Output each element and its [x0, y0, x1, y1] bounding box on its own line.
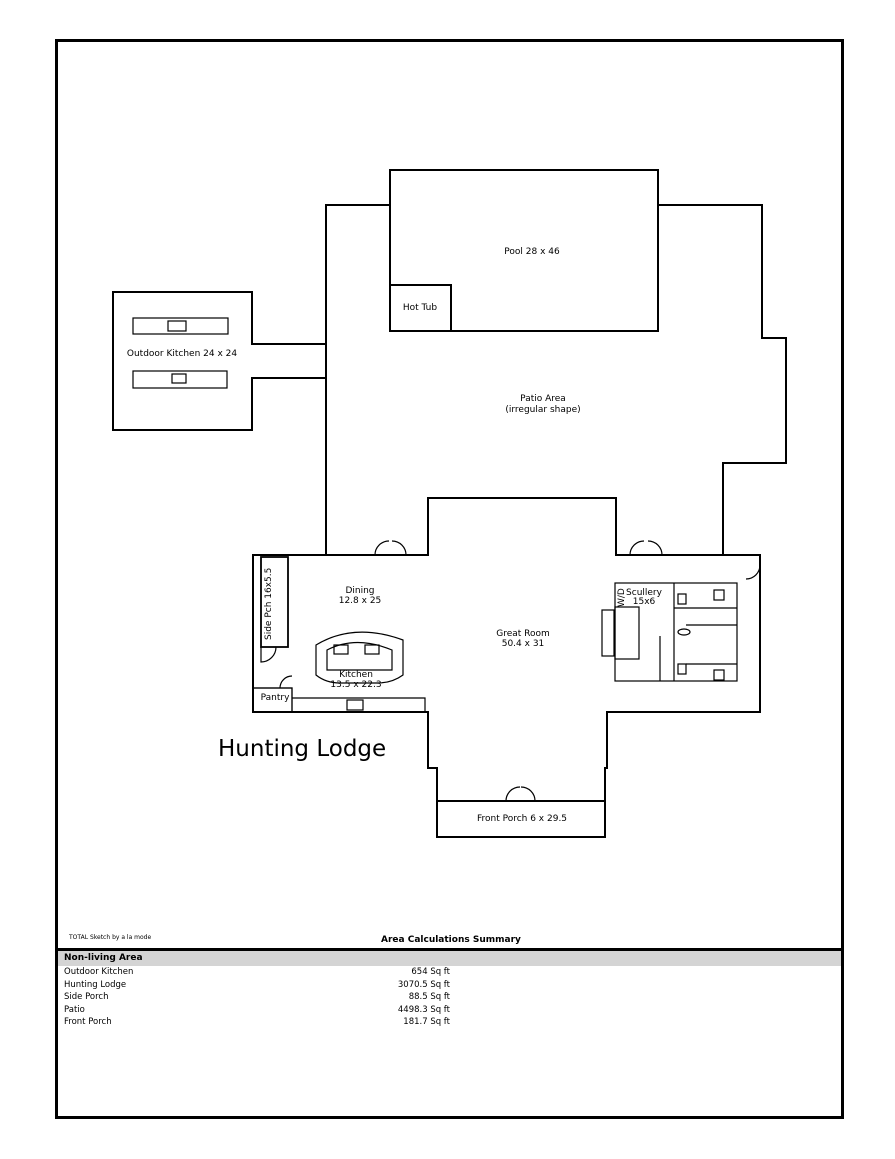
summary-row [58, 1004, 841, 1017]
summary-row [58, 991, 841, 1004]
summary-title: Area Calculations Summary [381, 935, 521, 945]
summary-area-name: Outdoor Kitchen [64, 967, 134, 977]
dining-french-door [375, 541, 406, 555]
great-room-label-line2: 50.4 x 31 [501, 639, 545, 649]
front-french-door [506, 787, 535, 801]
scullery-counter [615, 607, 639, 659]
outdoor-kitchen-outline [113, 292, 326, 430]
summary-area-name: Front Porch [64, 1017, 112, 1027]
summary-area-value: 4498.3 Sq ft [397, 1004, 450, 1015]
summary-section-header: Non-living Area [58, 951, 841, 966]
scullery-label-line1: Scullery [626, 588, 662, 598]
area-summary-table [58, 948, 841, 1029]
dining-label-line2: 12.8 x 25 [338, 596, 382, 606]
sketch-title: Hunting Lodge [218, 736, 387, 762]
patio-label-line1: Patio Area [520, 394, 566, 404]
ok-sink [168, 321, 186, 331]
pool-label: Pool 28 x 46 [504, 247, 560, 257]
great-room-label-line1: Great Room [496, 629, 550, 639]
side-entry-door [746, 565, 760, 579]
scullery-label-line2: 15x6 [632, 597, 656, 607]
great-room-french-door [630, 541, 662, 555]
summary-area-value: 88.5 Sq ft [408, 992, 450, 1002]
pantry-label: Pantry [260, 693, 290, 703]
wd-label: W/D [617, 588, 627, 607]
summary-row [58, 966, 841, 979]
outdoor-kitchen-label: Outdoor Kitchen 24 x 24 [126, 349, 238, 359]
island-sink-2 [365, 645, 379, 654]
software-credit: TOTAL Sketch by a la mode [69, 934, 152, 941]
summary-area-name: Hunting Lodge [64, 979, 127, 990]
summary-area-name: Patio [64, 1004, 85, 1015]
summary-area-value: 3070.5 Sq ft [397, 979, 450, 990]
kitchen-label-line2: 13.5 x 22.3 [330, 680, 382, 690]
summary-row [58, 979, 841, 992]
summary-area-value: 181.7 Sq ft [403, 1017, 450, 1027]
front-porch-label: Front Porch 6 x 29.5 [476, 814, 568, 824]
side-porch-door [261, 647, 276, 662]
patio-label-line2: (irregular shape) [505, 405, 581, 415]
scullery-sink [602, 610, 614, 656]
ok-grill [172, 374, 186, 383]
kitchen-label-line1: Kitchen [339, 670, 373, 680]
summary-row [58, 1016, 841, 1029]
summary-area-value: 654 Sq ft [411, 967, 450, 977]
kitchen-island-inner [327, 643, 392, 671]
range [347, 700, 363, 710]
hot-tub-label: Hot Tub [402, 303, 438, 313]
dining-label-line1: Dining [345, 586, 375, 596]
ok-counter-top [133, 318, 228, 334]
summary-area-name: Side Porch [64, 992, 109, 1002]
side-porch-label: Side Pch 16x5.5 [264, 567, 274, 640]
